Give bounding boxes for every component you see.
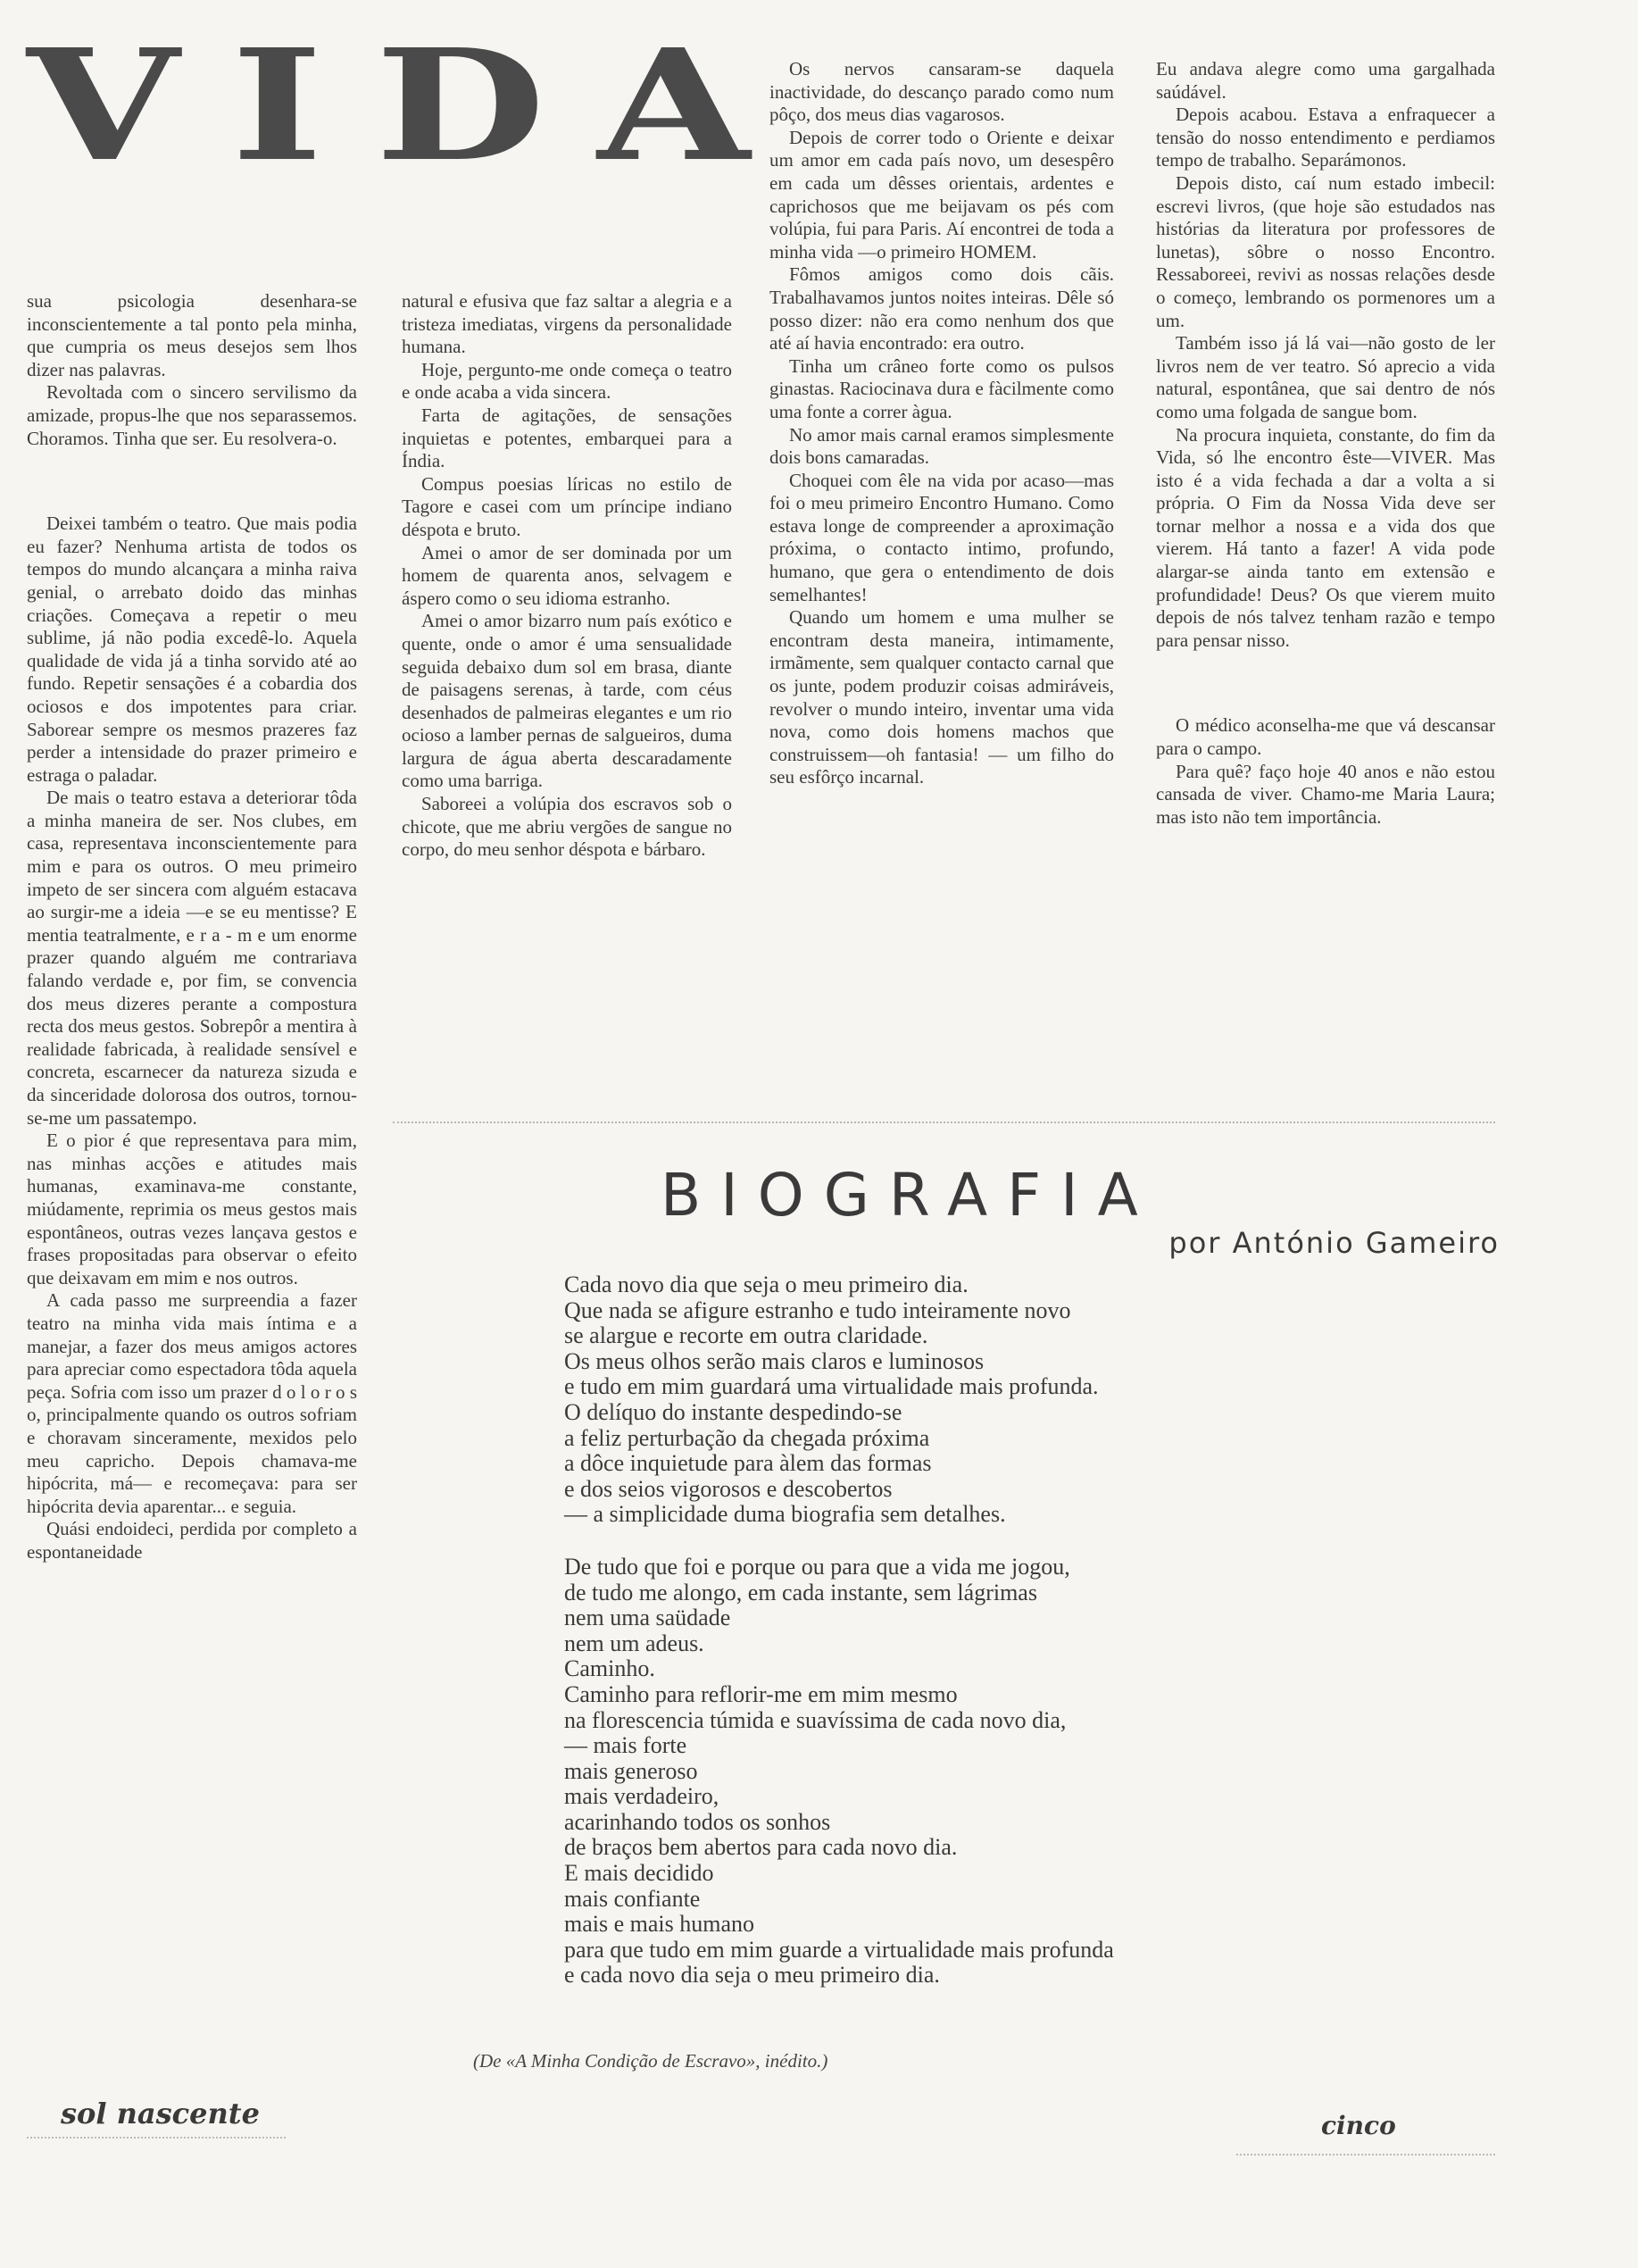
paragraph: Para quê? faço hoje 40 anos e não estou cansada de viver. Chamo-me Maria Laura; mas isto não tem importância. <box>1156 760 1495 828</box>
poem-line: mais e mais humano <box>564 1911 755 1938</box>
page-number: cinco <box>1321 2111 1396 2140</box>
poem-line: Cada novo dia que seja o meu primeiro dia. <box>564 1272 969 1297</box>
poem-body <box>564 1272 1492 1989</box>
article-title <box>27 14 750 214</box>
paragraph: Amei o amor de ser dominada por um homem de quarenta anos, selvagem e áspero como o seu idioma estranho. <box>402 541 732 609</box>
paragraph: Eu andava alegre como uma gargalhada saúdável. <box>1156 58 1495 103</box>
poem-line: Que nada se afigure estranho e tudo inteiramente novo <box>564 1297 1071 1323</box>
paragraph: E o pior é que representava para mim, nas minhas acções e atitudes mais humanas, examinava-me constante, miúdamente, reprimia os meus gestos mais espontâneos, outras vezes lançava gestos e frases propositadas para observar o efeito que deixavam em mim e nos outros. <box>27 1130 357 1288</box>
paragraph: O médico aconselha-me que vá descansar para o campo. <box>1156 714 1495 760</box>
poem-source: (De «A Minha Condição de Escravo», inédito.) <box>473 2050 828 2072</box>
poem-line: Caminho para reflorir-me em mim mesmo <box>564 1680 958 1707</box>
paragraph: Hoje, pergunto-me onde começa o teatro e onde acaba a vida sincera. <box>402 358 732 404</box>
poem-line: mais confiante <box>564 1885 701 1912</box>
text-column-1 <box>27 290 357 1563</box>
poem-line: de braços bem abertos para cada novo dia. <box>564 1834 958 1861</box>
text-column-3 <box>769 58 1114 789</box>
paragraph: Depois disto, caí num estado imbecil: escrevi livros, (que hoje são estudados nas histórias da literatura por professores de lunetas), sôbre o nosso Encontro. Ressaboreei, revivi as nossas relações desde o começo, lembrando os pormenores um a um. <box>1156 171 1495 331</box>
paragraph: Depois acabou. Estava a enfraquecer a tensão do nosso entendimento e perdiamos tempo de trabalho. Separámonos. <box>1156 104 1495 171</box>
text-column-2 <box>402 290 732 862</box>
paragraph: natural e efusiva que faz saltar a alegria e a tristeza imediatas, virgens da personalidade humana. <box>402 290 732 358</box>
paragraph: De mais o teatro estava a deteriorar tôda a minha maneira de ser. Nos clubes, em casa, representava inconscientemente para mim e para os outros. O meu primeiro impeto de ser sincera com alguém estacava ao surgir-me a ideia —e se eu mentisse? E mentia teatralmente, e r a - m e um enorme prazer quando alguém me contrariava falando verdade e, por fim, se convencia dos meus dizeres perante a compostura recta dos meus gestos. Sobrepôr a mentira à realidade fabricada, à realidade sensível e concreta, escarnecer da natureza sizuda e da sinceridade dolorosa dos outros, tornou-se-me um passatempo. <box>27 787 357 1129</box>
footer-divider <box>27 2137 286 2139</box>
poem-line: se alargue e recorte em outra claridade. <box>564 1322 928 1349</box>
poem-author: por António Gameiro <box>1168 1226 1500 1260</box>
poem-line: mais generoso <box>564 1757 698 1784</box>
poem-line: nem uma saüdade <box>564 1605 731 1631</box>
poem-line: para que tudo em mim guarde a virtualidade mais profunda <box>564 1936 1114 1963</box>
poem-line: e cada novo dia seja o meu primeiro dia. <box>564 1962 940 1989</box>
paragraph: Saboreei a volúpia dos escravos sob o chicote, que me abriu vergões de sangue no corpo, do meu senhor déspota e bárbaro. <box>402 793 732 861</box>
paragraph: Quási endoideci, perdida por completo a espontaneidade <box>27 1518 357 1563</box>
poem-line: Caminho. <box>564 1655 655 1682</box>
paragraph: Tinha um crâneo forte como os pulsos ginastas. Raciocinava dura e fàcilmente como uma fonte a correr àgua. <box>769 354 1114 422</box>
poem-line: mais verdadeiro, <box>564 1783 719 1810</box>
poem-line: e dos seios vigorosos e descobertos <box>564 1475 893 1502</box>
paragraph: No amor mais carnal eramos simplesmente dois bons camaradas. <box>769 423 1114 469</box>
paragraph: Os nervos cansaram-se daquela inactividade, do descanço parado como num pôço, dos meus dias vagarosos. <box>769 58 1114 126</box>
poem-line: e tudo em mim guardará uma virtualidade mais profunda. <box>564 1373 1099 1400</box>
poem-line: na florescencia túmida e suavíssima de cada novo dia, <box>564 1706 1067 1733</box>
poem-line: O delíquo do instante despedindo-se <box>564 1398 902 1425</box>
poem-line: De tudo que foi e porque ou para que a vida me jogou, <box>564 1553 1070 1580</box>
title-letter: V <box>27 14 179 196</box>
poem-line: a feliz perturbação da chegada próxima <box>564 1424 930 1451</box>
section-divider <box>393 1121 1495 1123</box>
footer-divider <box>1236 2154 1495 2155</box>
paragraph: Quando um homem e uma mulher se encontram desta maneira, intimamente, irmãmente, sem qualquer contacto carnal que os junte, podem produzir coisas admiráveis, revolver o mundo inteiro, inventar uma vida nova, como dois homens machos que construissem—oh fantasia! — um filho do seu esfôrço incarnal. <box>769 606 1114 788</box>
poem-line: de tudo me alongo, em cada instante, sem lágrimas <box>564 1579 1037 1605</box>
paragraph: Compus poesias líricas no estilo de Tagore e casei com um príncipe indiano déspota e bruto. <box>402 472 732 540</box>
paragraph: Depois de correr todo o Oriente e deixar um amor em cada país novo, um desespêro em cada um dêsses orientais, ardentes e caprichosos que me beijavam os pés com volúpia, fui para Paris. Aí encontrei de toda a minha vida —o primeiro HOMEM. <box>769 126 1114 263</box>
poem-line: a dôce inquietude para àlem das formas <box>564 1450 932 1477</box>
paragraph: Na procura inquieta, constante, do fim da Vida, só lhe encontro êste—VIVER. Mas isto é a vida fechada a dar a volta a si própria. O Fim da Nossa Vida deve ser tornar melhor a nossa e a vida dos que vierem. Há tanto a fazer! A vida pode alargar-se ainda tanto em extensão e profundidade! Deus? Os que vierem muito depois de nós talvez tenham razão e tempo para pensar nisso. <box>1156 423 1495 651</box>
poem-title: BIOGRAFIA <box>661 1161 1158 1230</box>
poem-line: nem um adeus. <box>564 1630 704 1656</box>
paragraph: sua psicologia desenhara-se inconscientemente a tal ponto pela minha, que cumpria os meus desejos sem lhos dizer nas palavras. <box>27 290 357 380</box>
paragraph: Farta de agitações, de sensações inquietas e potentes, embarquei para a Índia. <box>402 404 732 472</box>
paragraph: Deixei também o teatro. Que mais podia eu fazer? Nenhuma artista de todos os tempos do mundo alcançara a minha raiva genial, o arrebato doido das minhas criações. Começava a repetir o meu sublime, já não podia excedê-lo. Aquela qualidade de vida já a tinha sorvido até ao fundo. Repetir sensações é a cobardia dos ociosos e dos impotentes para criar. Saborear sempre os mesmos prazeres faz perder a intensidade do prazer primeiro e estraga o paladar. <box>27 513 357 786</box>
title-letter: A <box>597 14 750 196</box>
text-column-4 <box>1156 58 1495 829</box>
publication-name: sol nascente <box>61 2097 260 2130</box>
poem-line: — a simplicidade duma biografia sem detalhes. <box>564 1501 1006 1528</box>
paragraph: Choquei com êle na vida por acaso—mas foi o meu primeiro Encontro Humano. Como estava longe de compreender a aproximação próxima, o contacto intimo, profundo, humano, que gera o entendimento de dois semelhantes! <box>769 469 1114 605</box>
paragraph: Fômos amigos como dois cãis. Trabalhavamos juntos noites inteiras. Dêle só posso dizer: não era como nenhum dos que até aí havia encontrado: era outro. <box>769 263 1114 354</box>
poem-line: — mais forte <box>564 1732 687 1759</box>
title-letter: D <box>375 14 545 196</box>
paragraph: Revoltada com o sincero servilismo da amizade, propus-lhe que nos separassemos. Choramos. Tinha que ser. Eu resolvera-o. <box>27 381 357 449</box>
paragraph: Também isso já lá vai—não gosto de ler livros nem de ver teatro. Só aprecio a vida natural, espontânea, que sai dentro de nós como uma folgada de sangue bom. <box>1156 332 1495 422</box>
title-letter: I <box>231 14 323 196</box>
paragraph: Amei o amor bizarro num país exótico e quente, onde o amor é uma sensualidade seguida debaixo dum sol em brasa, diante de paisagens serenas, à tarde, com céus desenhados de palmeiras elegantes e um rio ocioso a lamber pernas de salgueiros, duma largura de água aberta descaradamente como uma barriga. <box>402 610 732 792</box>
poem-line: acarinhando todos os sonhos <box>564 1808 831 1835</box>
poem-line: Os meus olhos serão mais claros e luminosos <box>564 1347 985 1374</box>
poem-line: E mais decidido <box>564 1860 714 1887</box>
paragraph: A cada passo me surpreendia a fazer teatro na minha vida mais íntima e a manejar, a fazer dos meus amigos actores para apreciar como espectadora tôda aquela peça. Sofria com isso um prazer d o l o r o s o, principalmente quando os outros sofriam e choravam sinceramente, mexidos pelo meu capricho. Depois chamava-me hipócrita, má— e recomeçava: para ser hipócrita devia aparentar... e seguia. <box>27 1289 357 1517</box>
